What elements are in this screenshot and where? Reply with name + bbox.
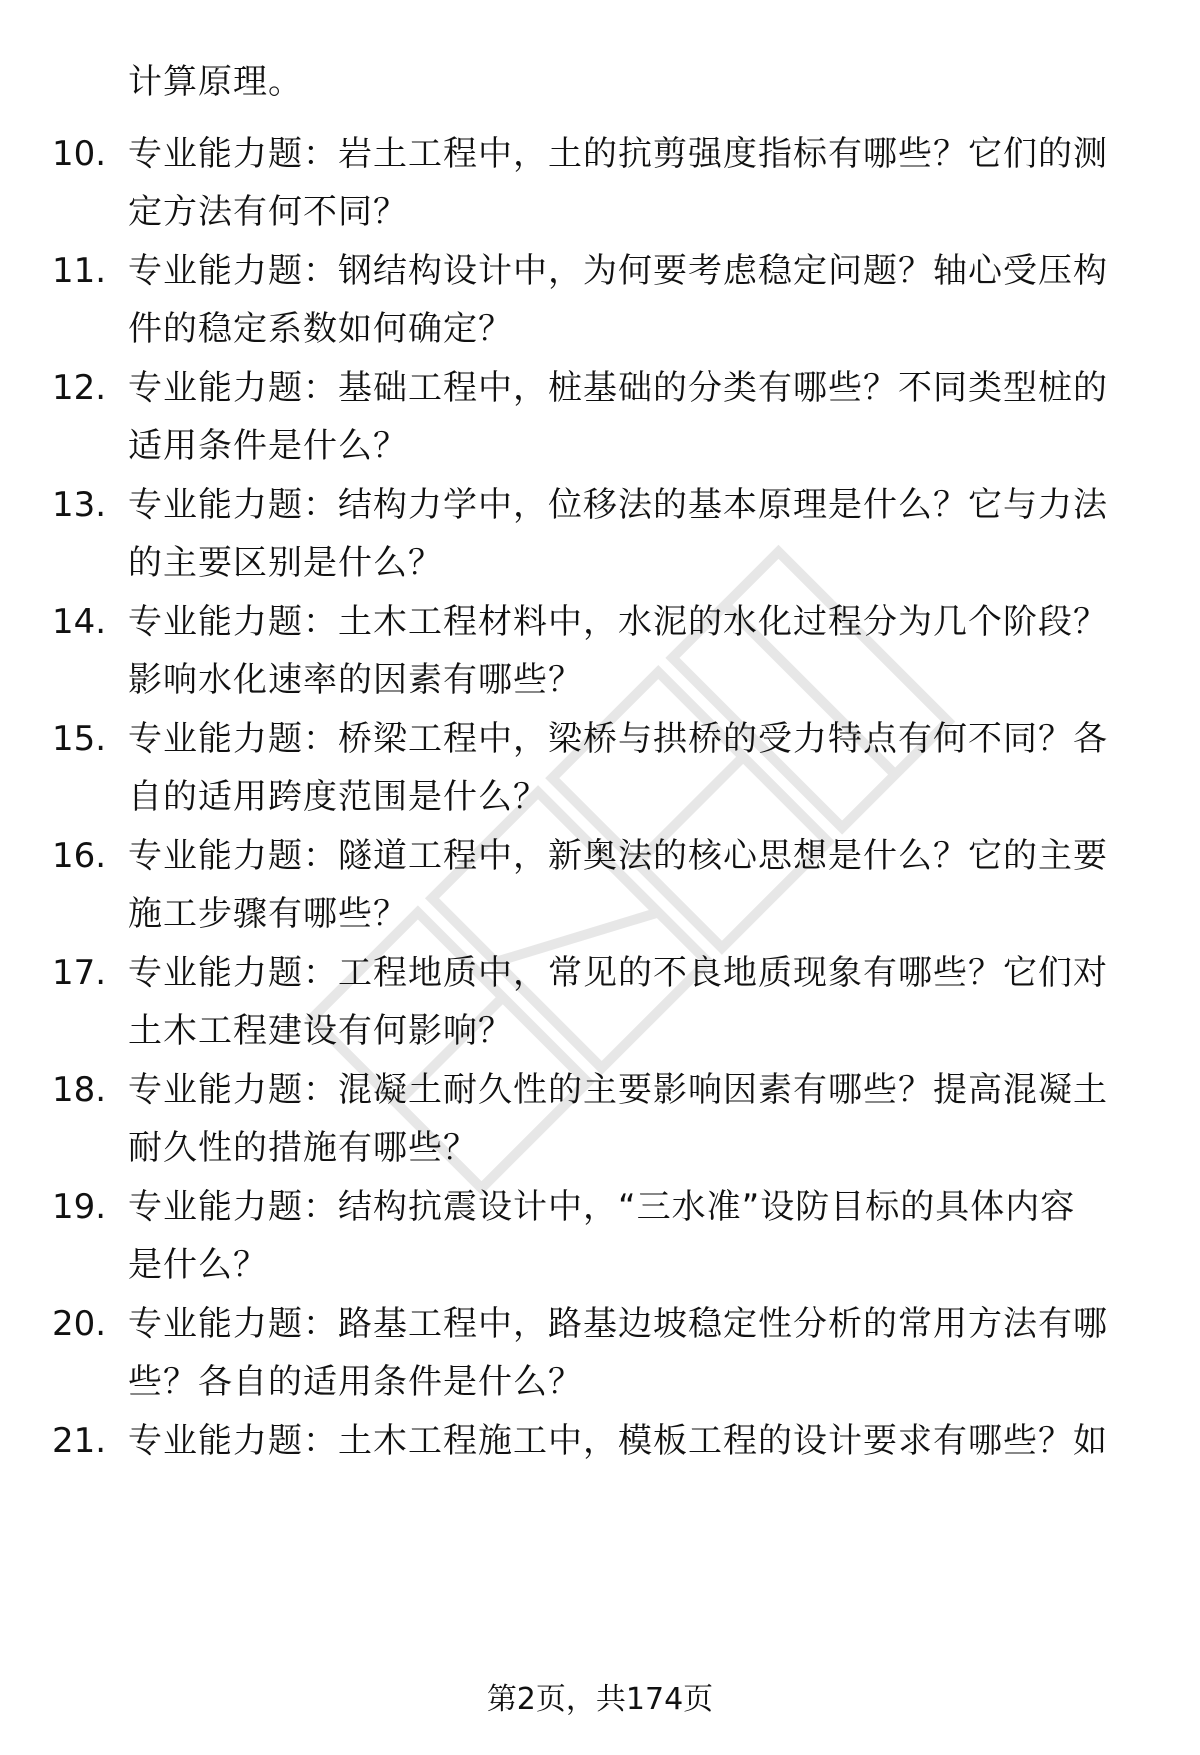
question-number: 20. (52, 1304, 107, 1344)
question-text (128, 1178, 1140, 1294)
question-line-2: 的主要区别是什么？ (128, 543, 443, 583)
question-text (128, 476, 1140, 592)
question-item (0, 476, 1200, 596)
question-line-1: 专业能力题：岩土工程中，土的抗剪强度指标有哪些？它们的测 (128, 134, 1108, 174)
question-text (128, 1412, 1140, 1470)
question-item (0, 242, 1200, 362)
question-text (128, 1295, 1140, 1411)
question-number: 11. (52, 251, 107, 291)
question-line-1: 专业能力题：工程地质中，常见的不良地质现象有哪些？它们对 (128, 953, 1108, 993)
question-item (0, 1061, 1200, 1181)
question-text (128, 944, 1140, 1060)
question-number: 13. (52, 485, 107, 525)
question-line-2: 土木工程建设有何影响？ (128, 1011, 513, 1051)
question-text (128, 359, 1140, 475)
question-item (0, 710, 1200, 830)
question-number: 16. (52, 836, 107, 876)
question-text (128, 125, 1140, 241)
question-text (128, 1061, 1140, 1177)
question-line-2: 是什么？ (128, 1245, 268, 1285)
question-line-2: 施工步骤有哪些？ (128, 894, 408, 934)
question-number: 17. (52, 953, 107, 993)
question-line-1: 专业能力题：基础工程中，桩基础的分类有哪些？不同类型桩的 (128, 368, 1108, 408)
question-item (0, 593, 1200, 713)
question-number: 19. (52, 1187, 107, 1227)
question-item (0, 125, 1200, 245)
question-text (128, 242, 1140, 358)
question-line-1: 专业能力题：土木工程材料中，水泥的水化过程分为几个阶段？ (128, 602, 1108, 642)
question-line-2: 些？各自的适用条件是什么？ (128, 1362, 583, 1402)
question-line-2: 定方法有何不同？ (128, 192, 408, 232)
question-line-1: 专业能力题：混凝土耐久性的主要影响因素有哪些？提高混凝土 (128, 1070, 1108, 1110)
question-line-1: 专业能力题：结构力学中，位移法的基本原理是什么？它与力法 (128, 485, 1108, 525)
page-footer: 第2页，共174页 (486, 1682, 714, 1717)
question-line-2: 耐久性的措施有哪些？ (128, 1128, 478, 1168)
question-line-1: 专业能力题：钢结构设计中，为何要考虑稳定问题？轴心受压构 (128, 251, 1108, 291)
question-line-1: 专业能力题：土木工程施工中，模板工程的设计要求有哪些？如 (128, 1421, 1108, 1461)
question-number: 14. (52, 602, 107, 642)
question-number: 12. (52, 368, 107, 408)
question-text (128, 827, 1140, 943)
question-line-2: 影响水化速率的因素有哪些？ (128, 660, 583, 700)
question-line-2: 件的稳定系数如何确定？ (128, 309, 513, 349)
question-line-1: 专业能力题：路基工程中，路基边坡稳定性分析的常用方法有哪 (128, 1304, 1108, 1344)
question-number: 15. (52, 719, 107, 759)
carry-over-text: 计算原理。 (128, 62, 303, 102)
question-text (128, 710, 1140, 826)
question-item (0, 944, 1200, 1064)
question-line-1: 专业能力题：结构抗震设计中，“三水准”设防目标的具体内容 (128, 1187, 1076, 1227)
question-item (0, 827, 1200, 947)
question-number: 10. (52, 134, 107, 174)
question-line-2: 适用条件是什么？ (128, 426, 408, 466)
question-line-1: 专业能力题：隧道工程中，新奥法的核心思想是什么？它的主要 (128, 836, 1108, 876)
question-item (0, 1178, 1200, 1298)
question-number: 18. (52, 1070, 107, 1110)
question-number: 21. (52, 1421, 107, 1461)
question-line-2: 自的适用跨度范围是什么？ (128, 777, 548, 817)
question-item (0, 359, 1200, 479)
question-item (0, 1295, 1200, 1415)
question-text (128, 593, 1140, 709)
question-line-1: 专业能力题：桥梁工程中，梁桥与拱桥的受力特点有何不同？各 (128, 719, 1108, 759)
question-item (0, 1412, 1200, 1532)
